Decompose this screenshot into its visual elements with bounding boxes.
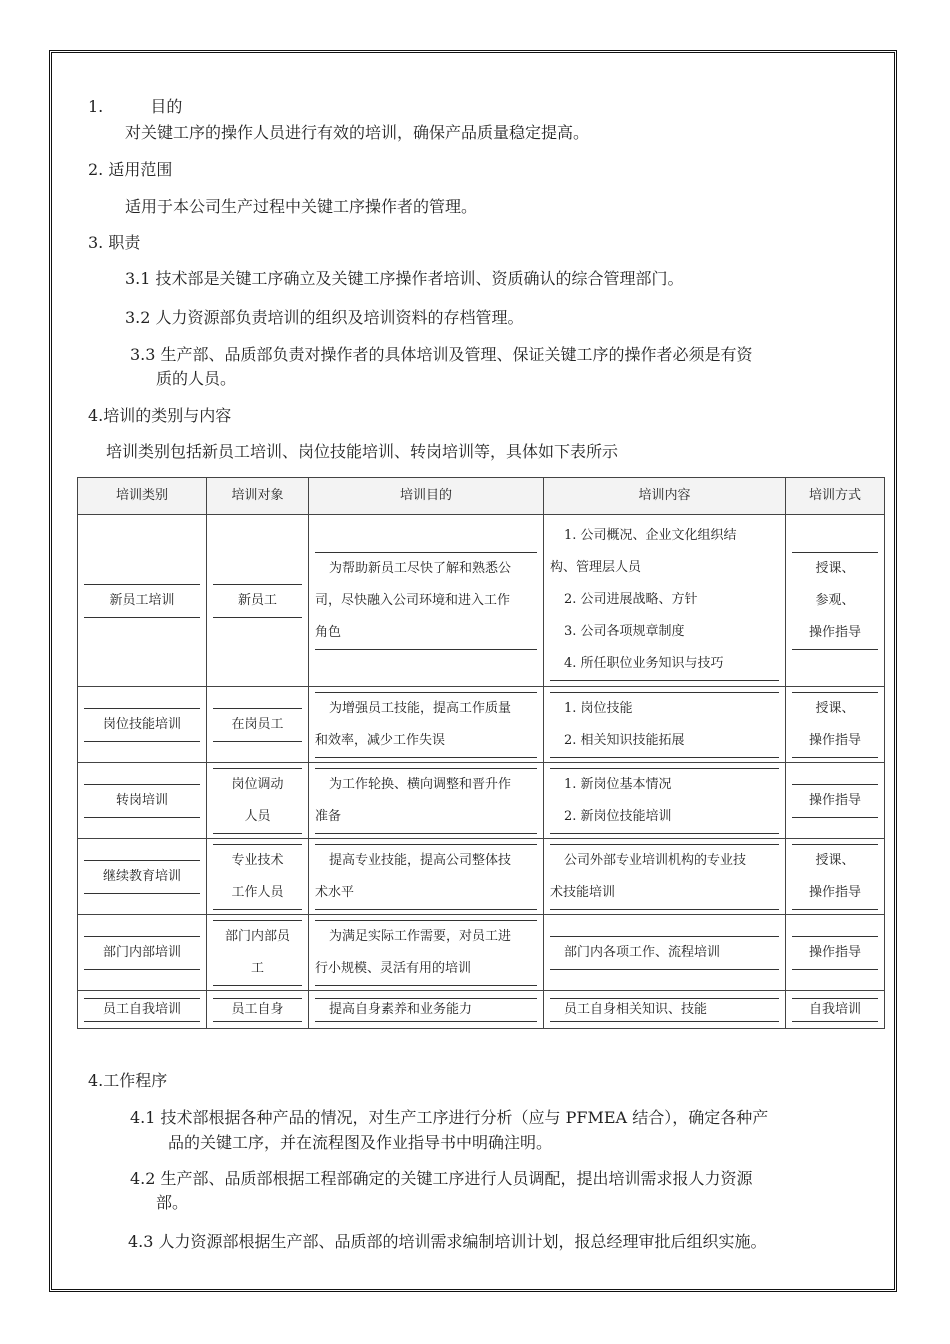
purpose-line: 为帮助新员工尽快了解和熟悉公: [329, 560, 512, 576]
cell-target: [207, 687, 309, 763]
purpose-line: 为增强员工技能，提高工作质量: [329, 700, 512, 716]
content-line: 部门内各项工作、流程培训: [550, 936, 779, 970]
cell-category: [78, 763, 207, 839]
content-line: 4. 所任职位业务知识与技巧: [550, 648, 779, 681]
cell-target: [207, 763, 309, 839]
section-3-2: 3.2 人力资源部负责培训的组织及培训资料的存档管理。: [125, 308, 524, 327]
purpose-line: 角色: [315, 617, 537, 650]
target-line: 岗位调动: [231, 776, 284, 792]
target-text: 员工自身: [213, 998, 302, 1022]
method-line: 授课、: [815, 852, 855, 868]
content-line: 1. 公司概况、企业文化组织结: [564, 528, 737, 543]
method-line: 授课、: [815, 560, 855, 576]
cell-target: [207, 991, 309, 1029]
cell-purpose: [309, 839, 544, 915]
section-3-title: 3. 职责: [88, 233, 141, 252]
target-line: 工作人员: [213, 877, 302, 910]
header-method: 培训方式: [786, 478, 885, 515]
cell-target: [207, 915, 309, 991]
cell-category: [78, 915, 207, 991]
section-5-2-line1: 4.2 生产部、品质部根据工程部确定的关键工序进行人员调配，提出培训需求报人力资源: [130, 1169, 753, 1188]
section-5-title: 4.工作程序: [88, 1071, 168, 1090]
category-text: 岗位技能培训: [84, 708, 200, 742]
header-content: 培训内容: [544, 478, 786, 515]
method-line: 操作指导: [792, 784, 878, 818]
cell-category: [78, 839, 207, 915]
content-line: 术技能培训: [550, 877, 779, 910]
content-line: 公司外部专业培训机构的专业技: [564, 852, 747, 868]
target-text: 新员工: [213, 584, 302, 618]
section-4-intro: 培训类别包括新员工培训、岗位技能培训、转岗培训等，具体如下表所示: [106, 442, 619, 461]
section-5-1-line1: 4.1 技术部根据各种产品的情况，对生产工序进行分析（应与 PFMEA 结合），确定各种产: [130, 1108, 769, 1127]
section-2-text: 适用于本公司生产过程中关键工序操作者的管理。: [125, 197, 478, 216]
cell-purpose: [309, 515, 544, 687]
content-line: 3. 公司各项规章制度: [564, 624, 685, 639]
section-3-3-line1: 3.3 生产部、品质部负责对操作者的具体培训及管理、保证关键工序的操作者必须是有资: [130, 345, 753, 364]
category-text: 转岗培训: [84, 784, 200, 818]
cell-category: [78, 515, 207, 687]
section-3-1: 3.1 技术部是关键工序确立及关键工序操作者培训、资质确认的综合管理部门。: [125, 269, 684, 288]
table-row: [78, 687, 885, 763]
method-line: 自我培训: [792, 998, 878, 1022]
category-text: 新员工培训: [84, 584, 200, 618]
cell-content: [544, 915, 786, 991]
section-3-3-line2: 质的人员。: [156, 369, 237, 388]
target-line: 人员: [213, 801, 302, 834]
table-row: [78, 839, 885, 915]
header-target: 培训对象: [207, 478, 309, 515]
header-purpose: 培训目的: [309, 478, 544, 515]
purpose-line: 为满足实际工作需要，对员工进: [329, 928, 512, 944]
purpose-line: 提高专业技能，提高公司整体技: [329, 852, 512, 868]
category-text: 继续教育培训: [84, 860, 200, 894]
cell-purpose: [309, 763, 544, 839]
purpose-line: 司，尽快融入公司环境和进入工作: [315, 592, 511, 608]
table-row: [78, 763, 885, 839]
section-1-number: 1.: [88, 97, 104, 116]
method-line: 操作指导: [792, 936, 878, 970]
purpose-line: 为工作轮换、横向调整和晋升作: [329, 776, 512, 792]
purpose-line: 提高自身素养和业务能力: [315, 998, 537, 1022]
table-row: [78, 991, 885, 1029]
method-line: 操作指导: [792, 725, 878, 758]
cell-category: [78, 991, 207, 1029]
section-2-title: 2. 适用范围: [88, 160, 173, 179]
purpose-line: 和效率，减少工作失误: [315, 725, 537, 758]
cell-method: [786, 839, 885, 915]
cell-target: [207, 839, 309, 915]
section-5-2-line2: 部。: [156, 1193, 189, 1212]
target-line: 工: [213, 953, 302, 986]
cell-method: [786, 763, 885, 839]
method-line: 授课、: [815, 700, 855, 716]
cell-content: [544, 991, 786, 1029]
category-text: 员工自我培训: [84, 998, 200, 1022]
category-text: 部门内部培训: [84, 936, 200, 970]
cell-content: [544, 515, 786, 687]
cell-purpose: [309, 687, 544, 763]
content-line: 1. 岗位技能: [564, 700, 633, 716]
section-5-1-line2: 品的关键工序，并在流程图及作业指导书中明确注明。: [168, 1133, 553, 1152]
cell-content: [544, 763, 786, 839]
target-line: 部门内部员: [224, 928, 290, 944]
table-row: [78, 515, 885, 687]
header-category: 培训类别: [78, 478, 207, 515]
section-1-text: 对关键工序的操作人员进行有效的培训，确保产品质量稳定提高。: [125, 123, 590, 142]
content-line: 员工自身相关知识、技能: [550, 998, 779, 1022]
cell-content: [544, 687, 786, 763]
cell-method: [786, 991, 885, 1029]
content-line: 2. 相关知识技能拓展: [550, 725, 779, 758]
cell-purpose: [309, 915, 544, 991]
section-4-title: 4.培训的类别与内容: [88, 406, 232, 425]
target-line: 专业技术: [231, 852, 284, 868]
cell-method: [786, 915, 885, 991]
cell-target: [207, 515, 309, 687]
table-header-row: [78, 478, 885, 515]
cell-content: [544, 839, 786, 915]
section-1-title: 目的: [150, 97, 183, 116]
method-line: 操作指导: [792, 877, 878, 910]
cell-purpose: [309, 991, 544, 1029]
content-line: 1. 新岗位基本情况: [564, 776, 672, 792]
purpose-line: 准备: [315, 801, 537, 834]
cell-method: [786, 515, 885, 687]
target-text: 在岗员工: [213, 708, 302, 742]
content-line: 2. 新岗位技能培训: [550, 801, 779, 834]
method-line: 参观、: [815, 592, 855, 608]
section-1-heading: [88, 96, 182, 118]
content-line: 构、管理层人员: [550, 560, 642, 575]
training-table: [77, 477, 885, 1029]
method-line: 操作指导: [792, 617, 878, 650]
cell-method: [786, 687, 885, 763]
table-row: [78, 915, 885, 991]
section-5-3: 4.3 人力资源部根据生产部、品质部的培训需求编制培训计划，报总经理审批后组织实施。: [128, 1232, 767, 1251]
content-line: 2. 公司进展战略、方针: [564, 592, 698, 607]
cell-category: [78, 687, 207, 763]
purpose-line: 术水平: [315, 877, 537, 910]
purpose-line: 行小规模、灵活有用的培训: [315, 953, 537, 986]
